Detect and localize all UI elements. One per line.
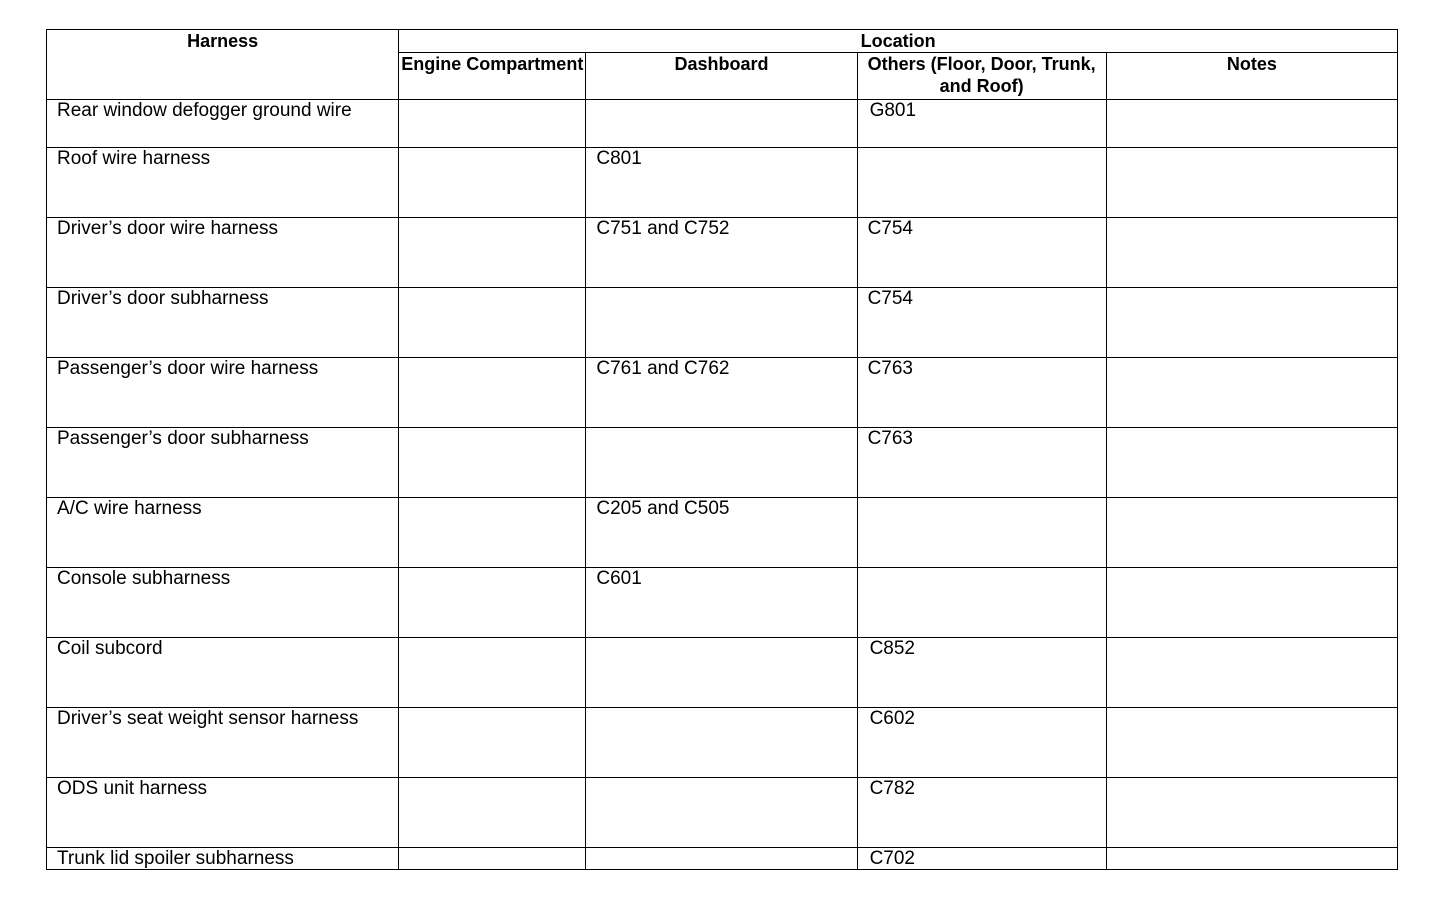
cell-harness: Rear window defogger ground wire xyxy=(47,100,399,148)
cell-engine xyxy=(399,848,586,870)
table-row xyxy=(47,288,1398,358)
table-row xyxy=(47,638,1398,708)
cell-harness: Driver’s door subharness xyxy=(47,288,399,358)
cell-harness: Roof wire harness xyxy=(47,148,399,218)
cell-others: C754 xyxy=(857,218,1106,288)
cell-dashboard xyxy=(586,428,857,498)
cell-notes xyxy=(1106,100,1397,148)
cell-engine xyxy=(399,288,586,358)
header-others: Others (Floor, Door, Trunk, and Roof) xyxy=(857,53,1106,100)
table-row xyxy=(47,708,1398,778)
cell-harness: A/C wire harness xyxy=(47,498,399,568)
cell-others xyxy=(857,148,1106,218)
header-dashboard: Dashboard xyxy=(586,53,857,100)
cell-others: C763 xyxy=(857,428,1106,498)
cell-notes xyxy=(1106,638,1397,708)
table-row xyxy=(47,148,1398,218)
table-row xyxy=(47,218,1398,288)
cell-engine xyxy=(399,218,586,288)
cell-others: C763 xyxy=(857,358,1106,428)
cell-others: C702 xyxy=(857,848,1106,870)
header-engine-compartment: Engine Compartment xyxy=(399,53,586,100)
cell-notes xyxy=(1106,358,1397,428)
cell-others xyxy=(857,568,1106,638)
table-header xyxy=(47,30,1398,100)
cell-dashboard: C801 xyxy=(586,148,857,218)
cell-notes xyxy=(1106,848,1397,870)
cell-dashboard: C761 and C762 xyxy=(586,358,857,428)
cell-dashboard: C601 xyxy=(586,568,857,638)
cell-engine xyxy=(399,778,586,848)
cell-notes xyxy=(1106,778,1397,848)
cell-notes xyxy=(1106,288,1397,358)
table-row xyxy=(47,568,1398,638)
cell-harness: Coil subcord xyxy=(47,638,399,708)
cell-others: C852 xyxy=(857,638,1106,708)
cell-others: C754 xyxy=(857,288,1106,358)
cell-engine xyxy=(399,148,586,218)
cell-engine xyxy=(399,428,586,498)
table-row xyxy=(47,428,1398,498)
cell-dashboard: C205 and C505 xyxy=(586,498,857,568)
cell-harness: ODS unit harness xyxy=(47,778,399,848)
table-body xyxy=(47,100,1398,870)
cell-dashboard: C751 and C752 xyxy=(586,218,857,288)
cell-harness: Passenger’s door subharness xyxy=(47,428,399,498)
cell-engine xyxy=(399,100,586,148)
cell-notes xyxy=(1106,428,1397,498)
cell-dashboard xyxy=(586,100,857,148)
cell-dashboard xyxy=(586,848,857,870)
cell-dashboard xyxy=(586,708,857,778)
header-notes: Notes xyxy=(1106,53,1397,100)
cell-dashboard xyxy=(586,778,857,848)
cell-notes xyxy=(1106,148,1397,218)
cell-notes xyxy=(1106,568,1397,638)
cell-others: C602 xyxy=(857,708,1106,778)
cell-engine xyxy=(399,358,586,428)
harness-location-table xyxy=(46,29,1398,870)
cell-others xyxy=(857,498,1106,568)
cell-engine xyxy=(399,708,586,778)
cell-harness: Driver’s door wire harness xyxy=(47,218,399,288)
cell-others: C782 xyxy=(857,778,1106,848)
cell-harness: Driver’s seat weight sensor harness xyxy=(47,708,399,778)
table-row xyxy=(47,498,1398,568)
cell-harness: Console subharness xyxy=(47,568,399,638)
cell-notes xyxy=(1106,708,1397,778)
cell-notes xyxy=(1106,498,1397,568)
cell-engine xyxy=(399,638,586,708)
cell-harness: Passenger’s door wire harness xyxy=(47,358,399,428)
table-row xyxy=(47,778,1398,848)
cell-engine xyxy=(399,568,586,638)
table-row xyxy=(47,358,1398,428)
cell-dashboard xyxy=(586,638,857,708)
table-row xyxy=(47,100,1398,148)
cell-dashboard xyxy=(586,288,857,358)
cell-notes xyxy=(1106,218,1397,288)
table-row xyxy=(47,848,1398,870)
header-harness: Harness xyxy=(47,30,399,100)
cell-engine xyxy=(399,498,586,568)
header-location: Location xyxy=(399,30,1398,53)
cell-others: G801 xyxy=(857,100,1106,148)
cell-harness: Trunk lid spoiler subharness xyxy=(47,848,399,870)
